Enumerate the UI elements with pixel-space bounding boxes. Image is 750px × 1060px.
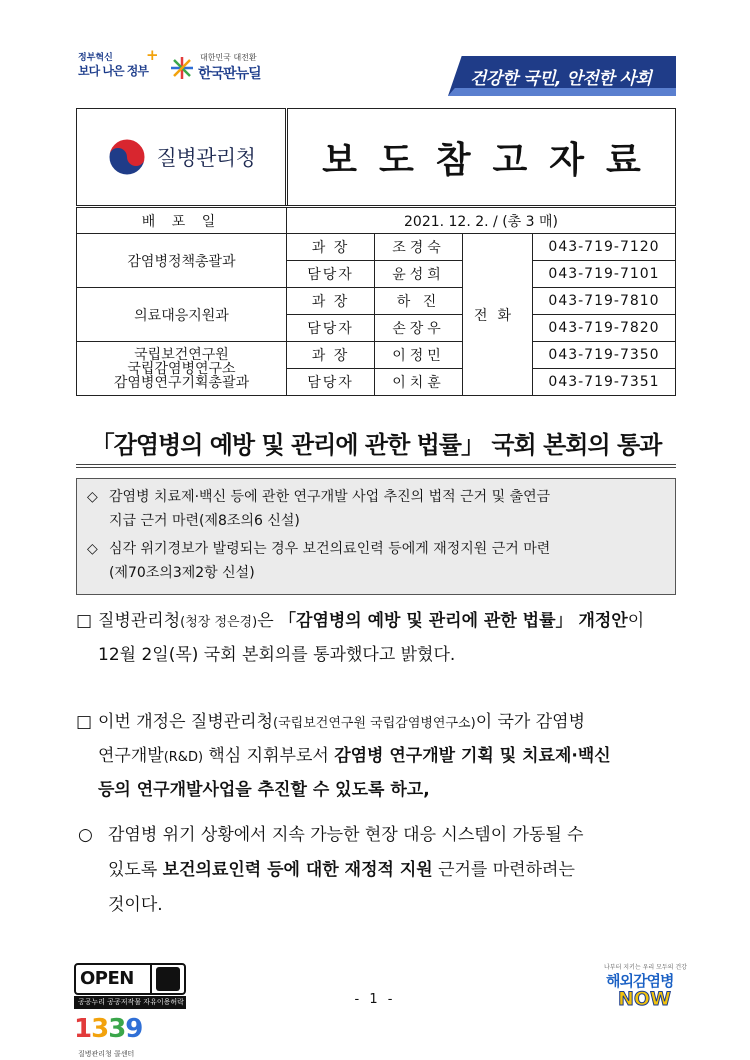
body-paragraph-2: □ 이번 개정은 질병관리청(국립보건연구원 국립감염병연구소)이 국가 감염병 연구개발(R&D) 핵심 지휘부로서 감염병 연구개발 기획 및 치료제·백신 등의 연구개발사업을 추진할 수 있도록 하고, <box>76 706 676 807</box>
headline: 「감염병의 예방 및 관리에 관한 법률」 국회 본회의 통과 <box>90 431 662 459</box>
contact-role: 과 장 <box>287 234 375 261</box>
overseas-infectious-disease-now-logo <box>604 962 686 1014</box>
contact-phone: 043-719-7810 <box>533 288 676 315</box>
dept-name-1: 감염병정책총괄과 <box>77 234 287 288</box>
diamond-bullet-icon: ◇ <box>87 541 98 557</box>
korean-new-deal-logo <box>170 52 290 86</box>
knd-logo-small-text: 대한민국 대전환 <box>200 53 257 62</box>
release-date-label: 배 포 일 <box>77 207 287 234</box>
contact-role: 담당자 <box>287 369 375 396</box>
dept-name-3 <box>77 342 287 396</box>
dept3-line: 국립보건연구원 <box>134 346 229 363</box>
gov-logo-line1: 정부혁신 <box>78 53 113 63</box>
dept3-line: 국립감염병연구소 <box>127 360 236 377</box>
body-paragraph-3: ○ 감염병 위기 상황에서 지속 가능한 현장 대응 시스템이 가동될 수 있도록 보건의료인력 등에 대한 재정적 지원 근거를 마련하려는 것이다. <box>76 818 676 923</box>
summary-line: 지급 근거 마련(제8조의6 신설) <box>109 513 300 529</box>
contact-role: 담당자 <box>287 261 375 288</box>
slogan-text: 건강한 국민, 안전한 사회 <box>470 69 652 89</box>
contact-phone: 043-719-7120 <box>533 234 676 261</box>
summary-line: 심각 위기경보가 발령되는 경우 보건의료인력 등에게 재정지원 근거 마련 <box>109 541 551 557</box>
contact-name: 하 진 <box>375 288 463 315</box>
summary-line: (제70조의3제2항 신설) <box>109 565 255 581</box>
contact-name: 손장우 <box>375 315 463 342</box>
contact-name: 윤성희 <box>375 261 463 288</box>
call-center-caption: 질병관리청 콜센터 <box>78 1050 135 1058</box>
document-type-title: 보도참고자료 <box>287 109 676 207</box>
contact-phone: 043-719-7820 <box>533 315 676 342</box>
square-bullet-icon: □ <box>76 712 93 732</box>
dept3-line: 감염병연구기획총괄과 <box>113 374 250 391</box>
slogan-banner <box>448 56 676 96</box>
contact-phone: 043-719-7101 <box>533 261 676 288</box>
contact-role: 과 장 <box>287 288 375 315</box>
contact-phone: 043-719-7350 <box>533 342 676 369</box>
phone-label: 전화 <box>463 234 533 396</box>
agency-logo-cell <box>77 109 287 207</box>
contact-name: 이정민 <box>375 342 463 369</box>
release-date-value: 2021. 12. 2. / (총 3 매) <box>287 207 676 234</box>
body-paragraph-1: □ 질병관리청(청장 정은경)은 「감염병의 예방 및 관리에 관한 법률」 개정안이 12월 2일(목) 국회 본회의를 통과했다고 밝혔다. <box>76 605 676 672</box>
diamond-bullet-icon: ◇ <box>87 489 98 505</box>
summary-item <box>87 537 665 585</box>
attribution-person-icon <box>156 967 180 991</box>
headline-divider <box>76 464 676 468</box>
overseas-tagline: 나부터 지키는 우리 모두의 건강 <box>604 964 687 971</box>
contact-name: 조경숙 <box>375 234 463 261</box>
dept-name-2: 의료대응지원과 <box>77 288 287 342</box>
knd-logo-main-text: 한국판뉴딜 <box>198 66 261 82</box>
page-number: - 1 - <box>354 992 396 1007</box>
summary-item <box>87 485 665 533</box>
contact-name: 이치훈 <box>375 369 463 396</box>
gov-logo-line2: 보다 나은 정부 <box>78 64 148 78</box>
plus-icon: + <box>146 46 159 64</box>
summary-box <box>76 478 676 595</box>
overseas-now: NOW <box>618 988 672 1010</box>
call-center-1339-logo: 1339 질병관리청 콜센터 <box>74 1014 143 1058</box>
taegeuk-emblem-icon <box>107 137 147 177</box>
overseas-title: 해외감염병 <box>606 972 674 990</box>
contact-role: 담당자 <box>287 315 375 342</box>
press-info-table <box>76 108 676 396</box>
open-label: OPEN <box>80 968 134 989</box>
contact-role: 과 장 <box>287 342 375 369</box>
square-bullet-icon: □ <box>76 611 93 631</box>
summary-line: 감염병 치료제·백신 등에 관한 연구개발 사업 추진의 법적 근거 및 출연금 <box>109 489 551 505</box>
government-innovation-logo <box>78 48 160 84</box>
circle-bullet-icon: ○ <box>78 825 93 845</box>
agency-name: 질병관리청 <box>156 146 256 170</box>
new-deal-emblem-icon <box>170 56 194 80</box>
contact-phone: 043-719-7351 <box>533 369 676 396</box>
open-license-caption: 공공누리 공공저작물 자유이용허락 <box>74 996 186 1009</box>
